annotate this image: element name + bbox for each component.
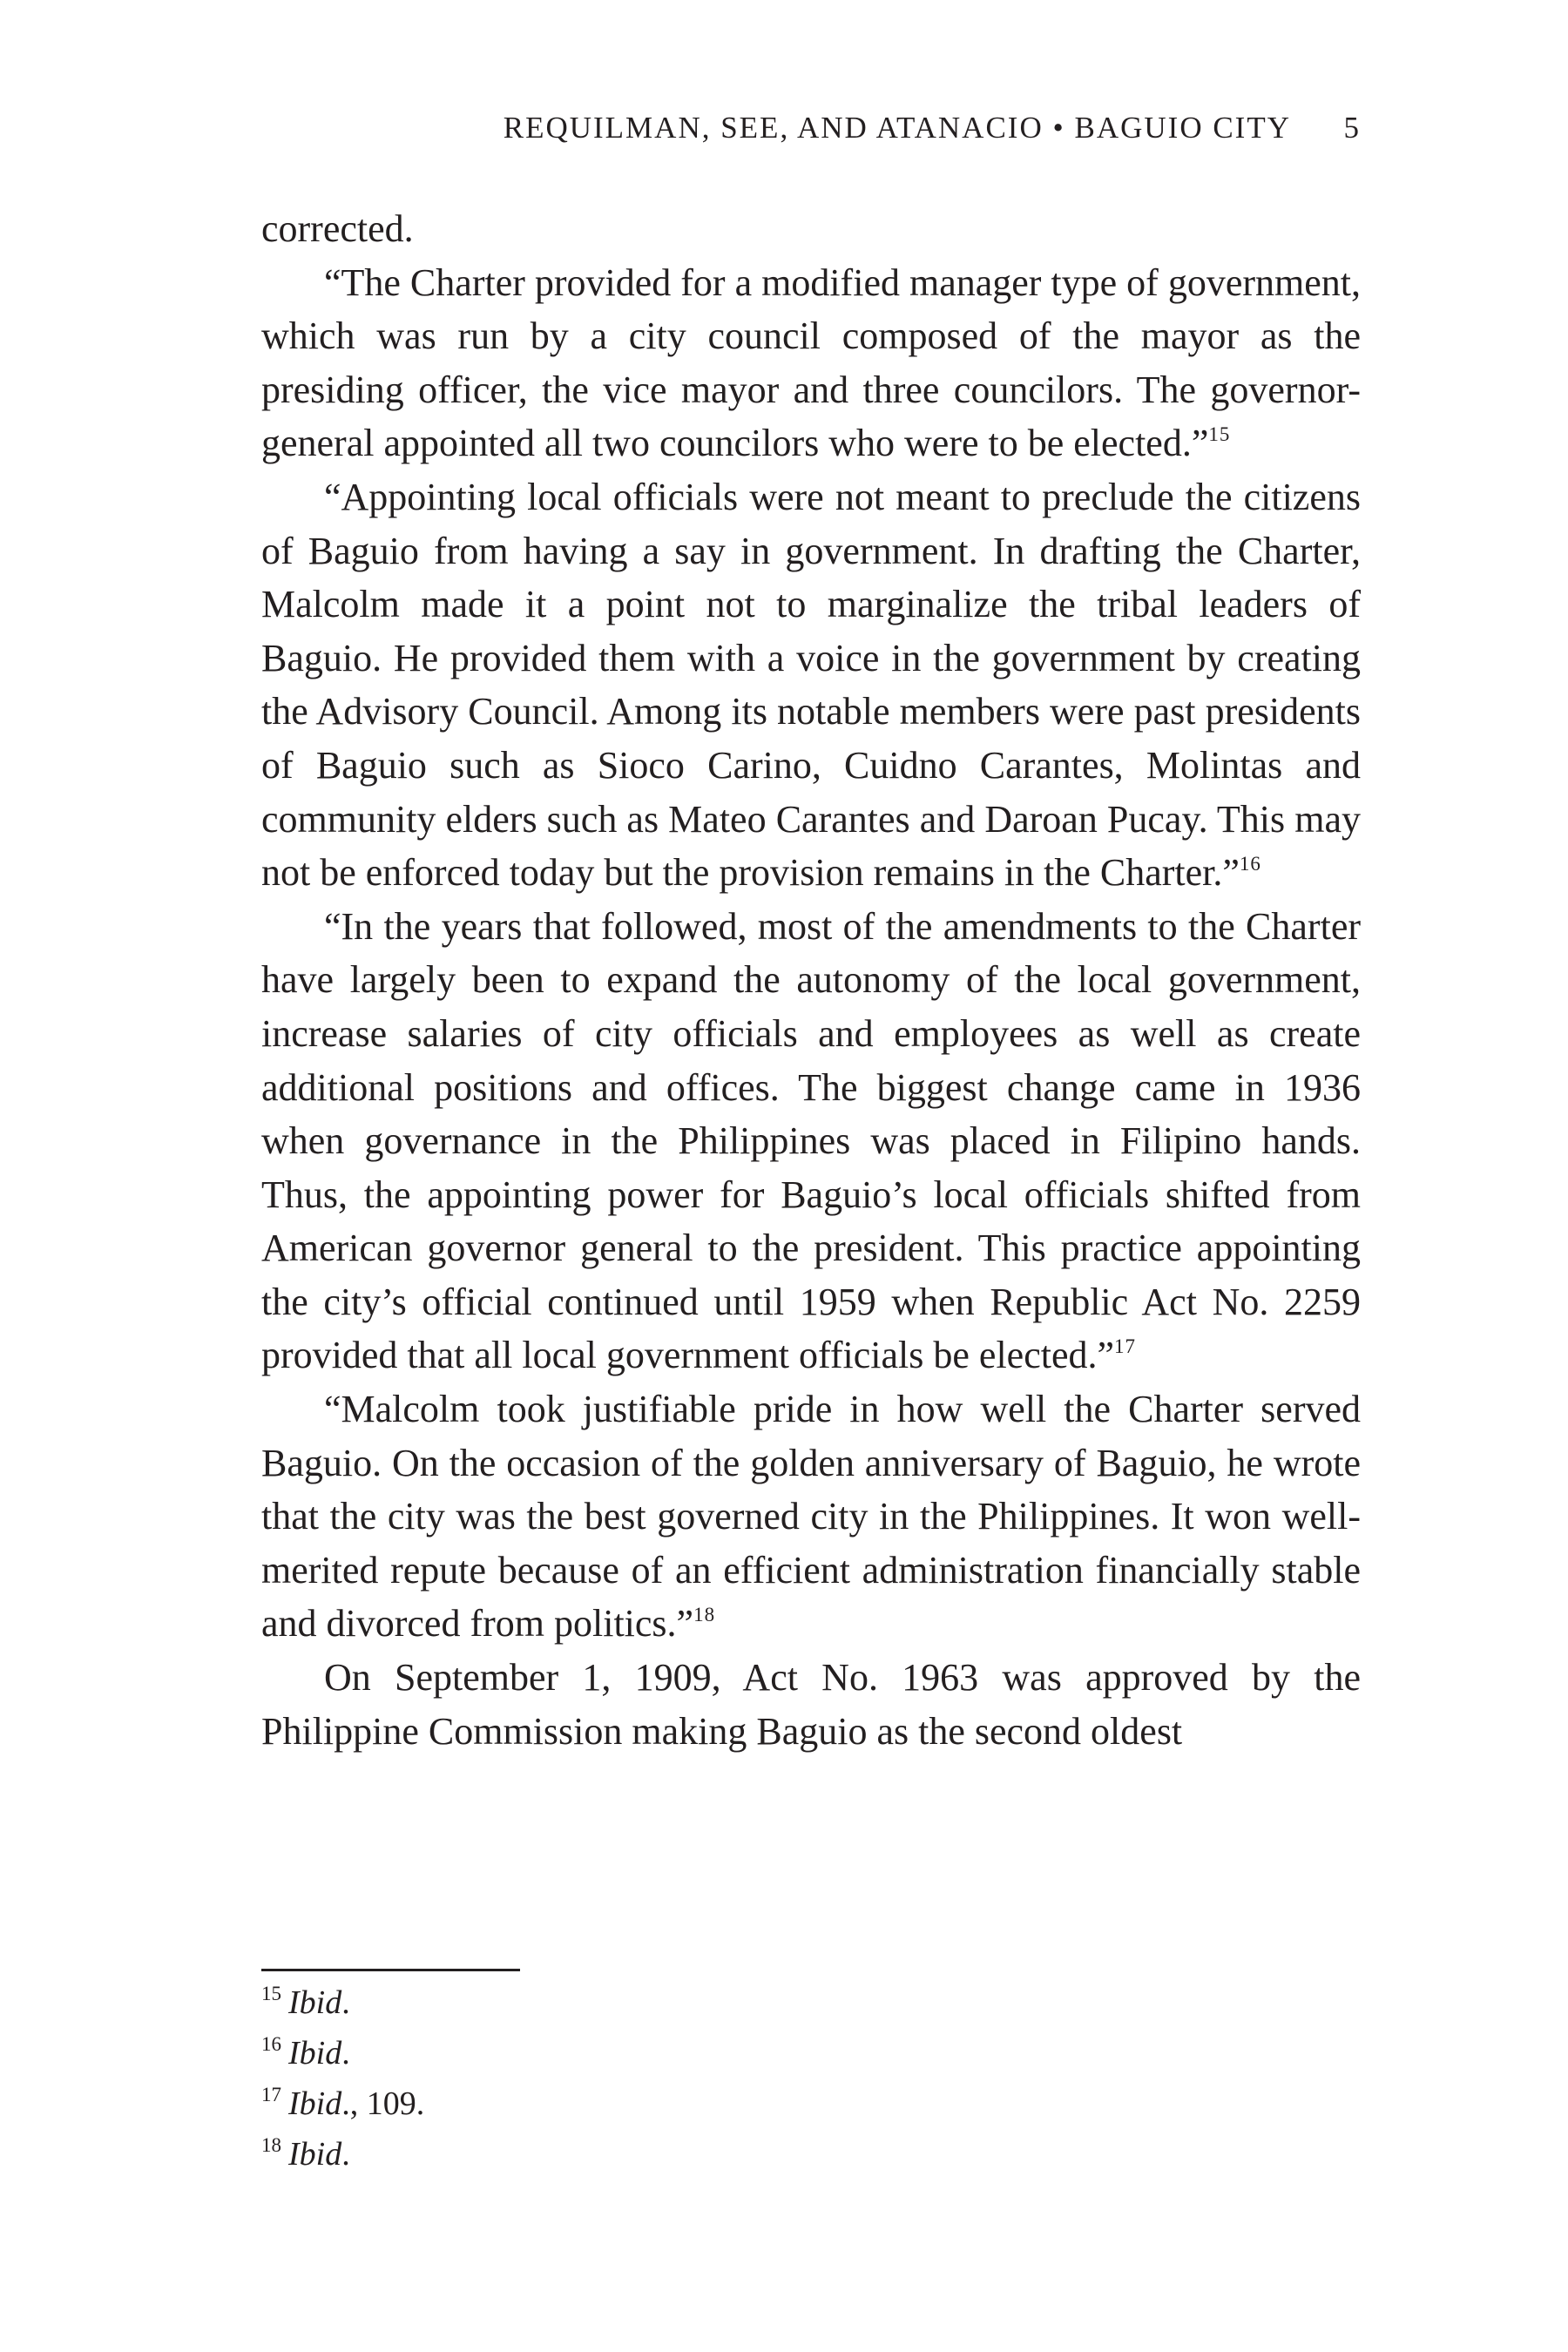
running-title: REQUILMAN, SEE, AND ATANACIO • BAGUIO CITY <box>503 111 1291 145</box>
footnote-number: 15 <box>261 1983 281 2004</box>
paragraph-quote-charter <box>261 256 1361 470</box>
footnote-ref-18[interactable]: 18 <box>693 1604 716 1626</box>
footnote-number: 18 <box>261 2134 281 2156</box>
paragraph-text: “Appointing local officials were not meant to preclude the citizens of Baguio from having a say in government. In drafting the Charter, Malcolm made it a point not to marginalize the tribal leaders of Baguio. He provided them with a voice in the government by creating the Advisory Council. Among its notable members were past presidents of Baguio such as Sioco Carino, Cuidno Carantes, Molintas and community elders such as Mateo Carantes and Daroan Pucay. This may not be enforced today but the provision remains in the Charter.” <box>261 475 1361 895</box>
paragraph-continuation <box>261 202 1361 256</box>
footnote-17 <box>261 2078 1361 2129</box>
paragraph-quote-amendments <box>261 900 1361 1382</box>
footnote-number: 17 <box>261 2084 281 2105</box>
footnote-ref-16[interactable]: 16 <box>1239 853 1261 875</box>
footnote-source: Ibid <box>288 2085 342 2122</box>
footnote-rest: . <box>341 2035 350 2072</box>
paragraph-text: “In the years that followed, most of the amendments to the Charter have largely been to expand the autonomy of the local government, increase salaries of city officials and employees as well as create additional positions and offices. The biggest change came in 1936 when governance in the Philippines was placed in Filipino hands. Thus, the appointing power for Baguio’s local officials shifted from American governor general to the president. This practice appointing the city’s official continued until 1959 when Republic Act No. 2259 provided that all local government officials be elected.” <box>261 904 1361 1377</box>
paragraph-act-1963 <box>261 1651 1361 1758</box>
page-number: 5 <box>1343 111 1361 145</box>
footnote-source: Ibid <box>288 2136 342 2173</box>
footnote-divider <box>261 1969 520 1971</box>
footnote-ref-15[interactable]: 15 <box>1208 423 1231 446</box>
paragraph-quote-appointing <box>261 470 1361 900</box>
paragraph-text: corrected. <box>261 207 414 250</box>
footnote-16 <box>261 2028 1361 2078</box>
running-head <box>261 106 1361 150</box>
footnote-rest: ., 109. <box>341 2085 425 2122</box>
footnote-number: 16 <box>261 2033 281 2055</box>
footnote-rest: . <box>341 2136 350 2173</box>
footnote-rest: . <box>341 1984 350 2021</box>
footnote-ref-17[interactable]: 17 <box>1114 1335 1137 1358</box>
footnote-source: Ibid <box>288 1984 342 2021</box>
footnotes <box>261 1977 1361 2180</box>
footnote-source: Ibid <box>288 2035 342 2072</box>
body-text <box>261 202 1361 1758</box>
footnote-18 <box>261 2129 1361 2180</box>
paragraph-quote-malcolm <box>261 1382 1361 1651</box>
paragraph-text: “Malcolm took justifiable pride in how well the Charter served Baguio. On the occasion of the golden anniversary of Baguio, he wrote that the city was the best governed city in the Philippines. It won well-merited repute because of an efficient administration financially stable and divorced from politics.” <box>261 1388 1361 1646</box>
paragraph-text: “The Charter provided for a modified manager type of government, which was run by a city council composed of the mayor as the presiding officer, the vice mayor and three councilors. The governor-general appointed all two councilors who were to be elected.” <box>261 260 1361 465</box>
footnote-15 <box>261 1977 1361 2028</box>
paragraph-text: On September 1, 1909, Act No. 1963 was approved by the Philippine Commission making Baguio as the second oldest <box>261 1656 1361 1753</box>
